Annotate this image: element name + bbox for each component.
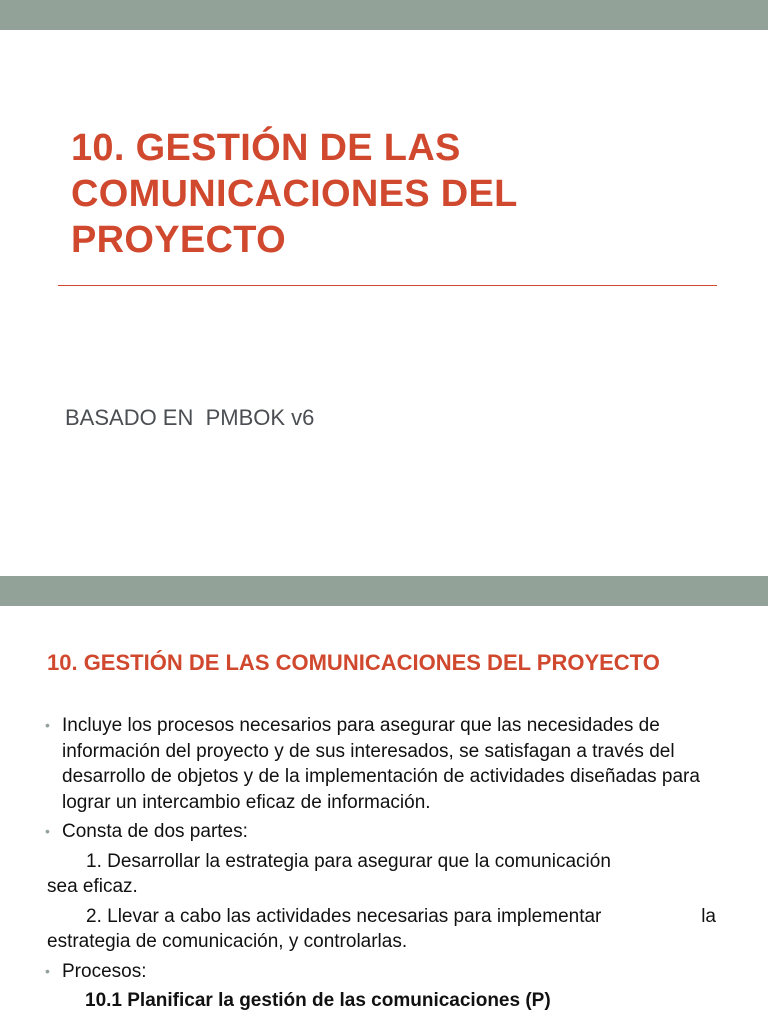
slide1-title-line: COMUNICACIONES DEL [71, 173, 518, 215]
bullet-icon: • [45, 823, 50, 839]
bullet-text: Incluye los procesos necesarios para asegurar que las necesidades de información del proyecto y de sus interesados, se satisfagan a través del desarrollo de objetos y de la implementación de actividades diseñadas para lograr un intercambio eficaz de información. [62, 715, 700, 813]
slide1-title-line: PROYECTO [71, 219, 286, 261]
slide1-title-line: 10. GESTIÓN DE LAS [71, 127, 461, 169]
list-item [0, 959, 768, 985]
numbered-text-first-line: 1. Desarrollar la estrategia para asegurar que la comunicación [86, 850, 611, 872]
numbered-text-main: 2. Llevar a cabo las actividades necesarias para implementar [86, 905, 602, 927]
process-item-cut-off: 10.1 Planificar la gestión de las comunicaciones (P) [85, 990, 551, 1011]
numbered-item [0, 849, 768, 900]
numbered-text-continuation: sea eficaz. [47, 876, 138, 897]
numbered-text-continuation: estrategia de comunicación, y controlarlas. [47, 931, 408, 952]
slide2-title: 10. GESTIÓN DE LAS COMUNICACIONES DEL PROYECTO [47, 650, 660, 675]
list-item [0, 819, 768, 845]
slide1-title [71, 125, 711, 263]
title-divider [58, 285, 717, 286]
numbered-text-justified-end: la [701, 905, 716, 927]
bullet-text: Procesos: [62, 960, 147, 982]
numbered-item [0, 904, 768, 955]
bullet-icon: • [45, 962, 50, 979]
list-item [0, 713, 768, 815]
slide1-subtitle: BASADO EN PMBOK v6 [65, 405, 315, 430]
top-band [0, 0, 768, 30]
bullet-text: Consta de dos partes: [62, 821, 248, 842]
slide2-body [0, 713, 768, 1014]
numbered-text-first-line [47, 904, 728, 930]
bullet-icon: • [45, 717, 50, 733]
slide-separator-band [0, 576, 768, 606]
